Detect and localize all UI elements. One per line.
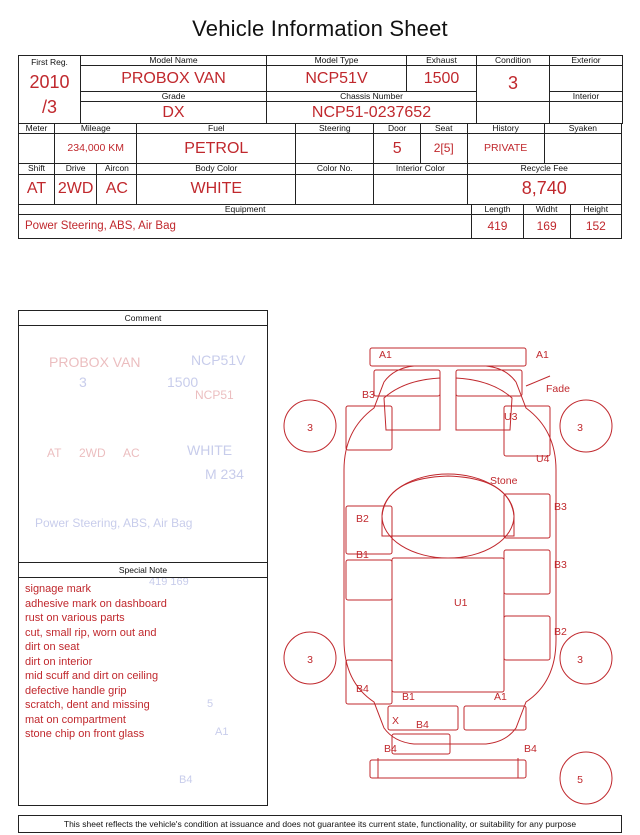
comment-body: PROBOX VAN NCP51V 3 1500 NCP51 AT 2WD AC WHITE M 234 Power Steering, ABS, Air Bag [18,326,268,563]
label-fuel: Fuel [137,123,296,133]
label-width: Widht [523,204,570,214]
value-interior-color [374,174,467,204]
diagram-mark-label: U4 [536,453,550,465]
value-syaken [544,134,621,164]
value-first-reg-month: /3 [41,97,57,118]
value-condition-spacer [477,101,550,123]
value-condition: 3 [477,66,550,102]
special-note-body: signage mark adhesive mark on dashboard rust on various parts cut, small rip, worn out and dirt on seat dirt on interior mid scuff and dirt on ceiling defective handle grip scratch, dent and missing mat on compartment stone chip on front glass 419 169 5 A1 B4 [18,578,268,806]
diagram-wheel-grade: 3 [307,422,313,434]
page-title: Vehicle Information Sheet [192,16,448,41]
label-grade: Grade [81,91,267,101]
diagram-mark-label: B4 [384,743,397,755]
diagram-wheel-grade: 5 [577,774,583,786]
vehicle-damage-diagram [274,310,622,815]
table-vehicle-identity [18,55,623,124]
value-model-name: PROBOX VAN [81,66,267,91]
special-note-item: defective handle grip [25,684,127,697]
special-note-item: cut, small rip, worn out and [25,626,157,639]
value-shift: AT [19,174,55,204]
diagram-mark-label: B1 [402,691,415,703]
diagram-mark-label: B2 [554,626,567,638]
spec-section [18,55,622,239]
label-interior: Interior [550,91,623,101]
label-shift: Shift [19,164,55,174]
value-equipment: Power Steering, ABS, Air Bag [19,214,472,238]
label-steering: Steering [296,123,374,133]
special-note-item: rust on various parts [25,612,125,625]
label-door: Door [374,123,421,133]
value-recycle-fee: 8,740 [467,174,622,204]
label-condition: Condition [477,56,550,66]
value-first-reg-year: 2010 [29,72,70,93]
label-drive: Drive [54,164,96,174]
label-special-note: Special Note [18,563,268,578]
label-aircon: Aircon [97,164,137,174]
value-exterior [550,66,623,91]
label-interior-color: Interior Color [374,164,467,174]
diagram-mark-label: B1 [356,549,369,561]
label-chassis-number: Chassis Number [267,91,477,101]
label-seat: Seat [420,123,467,133]
diagram-wheel-grade: 3 [577,654,583,666]
value-steering [296,134,374,164]
comment-panel [18,310,268,806]
value-interior [550,101,623,123]
label-mileage: Mileage [54,123,137,133]
value-seat: 2[5] [420,134,467,164]
value-chassis-number: NCP51-0237652 [267,101,477,123]
diagram-wheel-grade: 3 [577,422,583,434]
value-drive: 2WD [54,174,96,204]
diagram-mark-label: Stone [490,475,518,487]
value-exhaust: 1500 [407,66,477,91]
special-note-list [25,582,261,742]
value-fuel: PETROL [137,134,296,164]
diagram-wheel-grade: 3 [307,654,313,666]
value-color-no [296,174,374,204]
label-model-type: Model Type [267,56,407,66]
diagram-mark-label: Fade [546,383,570,395]
value-aircon: AC [97,174,137,204]
diagram-mark-label: B3 [554,501,567,513]
label-equipment: Equipment [19,204,472,214]
value-meter [19,134,55,164]
special-note-item: adhesive mark on dashboard [25,597,167,610]
label-comment: Comment [18,310,268,326]
footer-disclaimer: This sheet reflects the vehicle's condition at issuance and does not guarantee its current state, functionality, or suitability for any purpose [18,815,622,833]
label-exhaust: Exhaust [407,56,477,66]
label-color-no: Color No. [296,164,374,174]
special-note-item: mid scuff and dirt on ceiling [25,670,159,683]
label-syaken: Syaken [544,123,621,133]
label-meter: Meter [19,123,55,133]
diagram-mark-label: B3 [362,389,375,401]
diagram-mark-label: A1 [494,691,507,703]
diagram-mark-label: B4 [524,743,537,755]
label-model-name: Model Name [81,56,267,66]
diagram-mark-label: A1 [379,349,392,361]
diagram-mark-label: A1 [536,349,549,361]
label-first-reg: First Reg. [31,57,68,67]
diagram-mark-label: U3 [504,411,518,423]
special-note-item: dirt on seat [25,641,80,654]
label-length: Length [472,204,523,214]
value-body-color: WHITE [137,174,296,204]
diagram-mark-label: B4 [356,683,369,695]
table-vehicle-details [18,123,622,164]
table-vehicle-spec2 [18,163,622,204]
diagram-mark-label: B3 [554,559,567,571]
diagram-mark-label: B2 [356,513,369,525]
diagram-mark-label: U1 [454,597,468,609]
value-mileage: 234,000 KM [54,134,137,164]
label-exterior: Exterior [550,56,623,66]
label-recycle-fee: Recycle Fee [467,164,622,174]
special-note-item: mat on compartment [25,713,126,726]
label-history: History [467,123,544,133]
special-note-item: dirt on interior [25,655,93,668]
label-height: Height [570,204,621,214]
value-height: 152 [570,214,621,238]
value-grade: DX [81,101,267,123]
value-door: 5 [374,134,421,164]
value-length: 419 [472,214,523,238]
value-model-type: NCP51V [267,66,407,91]
table-equipment [18,204,622,239]
value-history: PRIVATE [467,134,544,164]
lower-section [18,310,622,815]
special-note-item: stone chip on front glass [25,728,145,741]
special-note-item: signage mark [25,583,92,595]
special-note-item: scratch, dent and missing [25,699,150,712]
diagram-mark-label: X [392,715,400,727]
label-body-color: Body Color [137,164,296,174]
value-width: 169 [523,214,570,238]
diagram-mark-label: B4 [416,719,429,731]
